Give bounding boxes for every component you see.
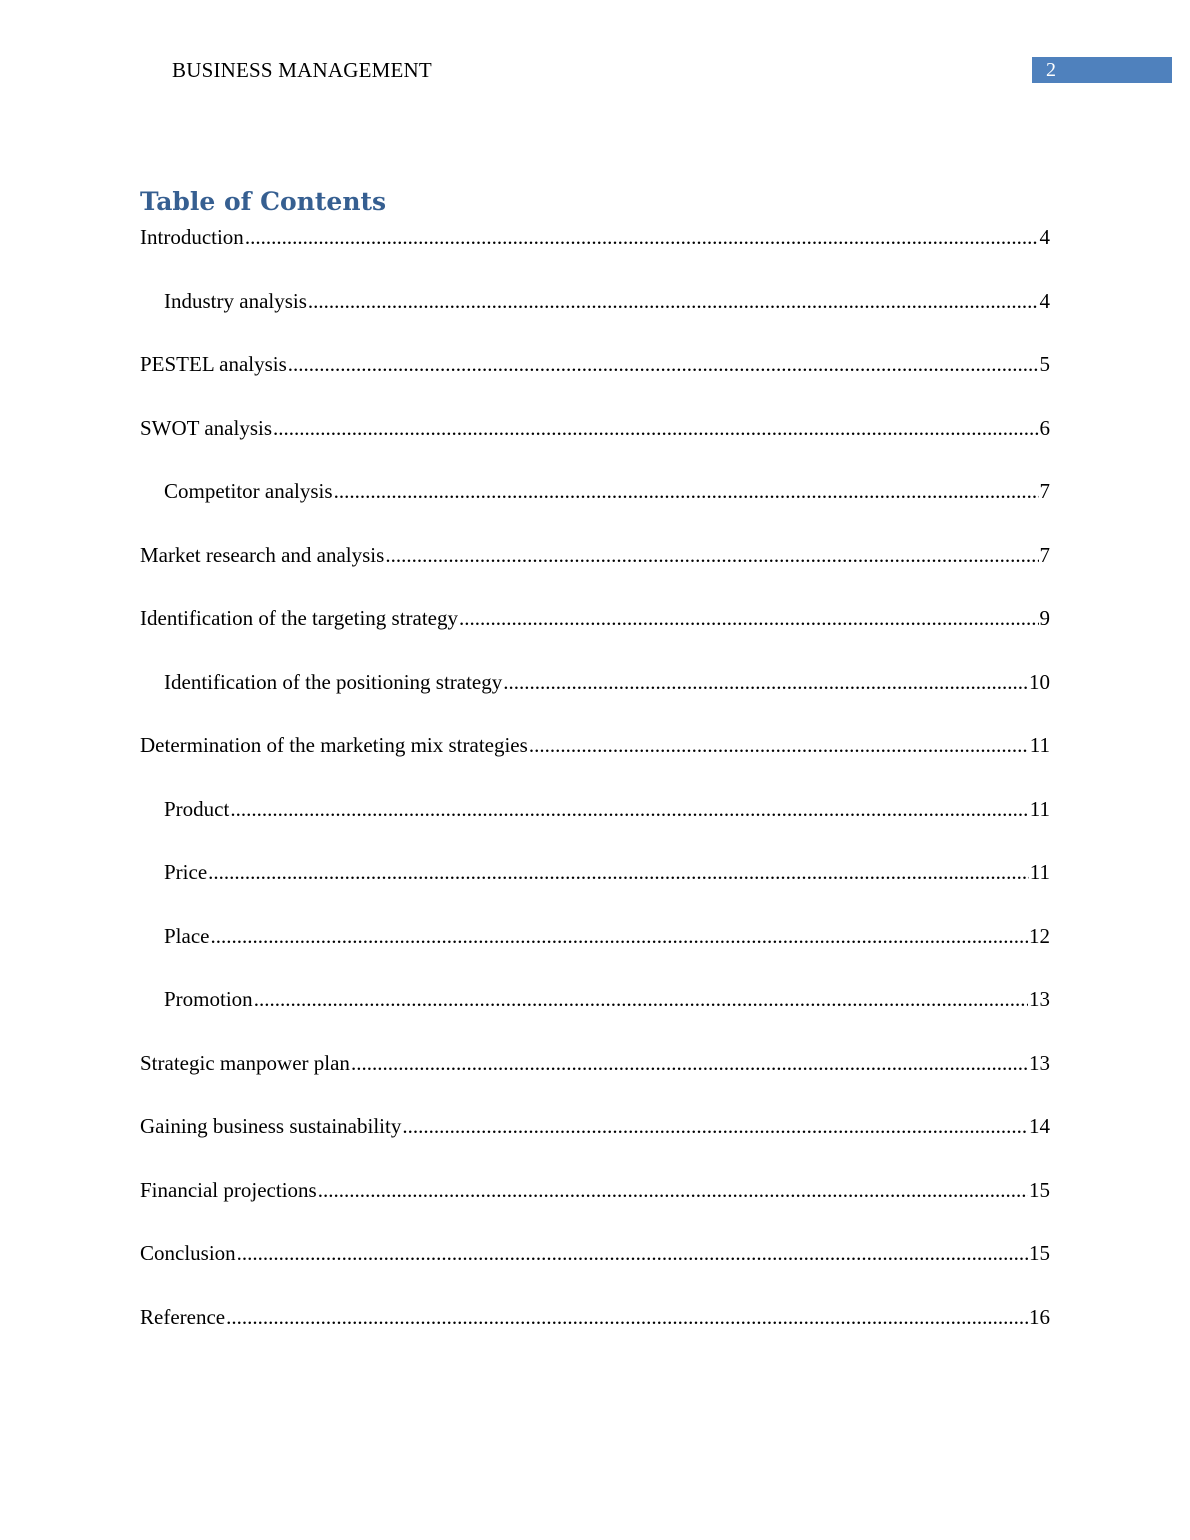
toc-entry-title: Gaining business sustainability — [140, 1114, 402, 1138]
dot-leader — [254, 986, 1028, 1012]
toc-entry-title: Reference — [140, 1304, 226, 1329]
toc-entry-promotion[interactable] — [140, 986, 1050, 1050]
toc-entry-page: 7 — [1039, 542, 1050, 567]
toc-entry-title: Determination of the marketing mix strategies — [140, 733, 528, 757]
toc-entry-financial-projections[interactable] — [140, 1177, 1050, 1241]
toc-heading: Table of Contents — [140, 187, 387, 216]
toc-entry-page: 4 — [1039, 225, 1050, 249]
toc-entry-title: Identification of the positioning strategy — [164, 669, 503, 694]
toc-entry-title: Place — [164, 923, 210, 948]
toc-entry-positioning-strategy[interactable] — [140, 669, 1050, 733]
toc-entry-page: 11 — [1029, 796, 1050, 821]
dot-leader — [208, 859, 1029, 885]
dot-leader — [385, 542, 1038, 568]
page-number-badge — [1032, 57, 1172, 83]
toc-entry-title: SWOT analysis — [140, 415, 273, 440]
toc-entry-title: Identification of the targeting strategy — [140, 606, 459, 630]
toc-entry-page: 6 — [1039, 415, 1050, 440]
dot-leader — [245, 224, 1039, 250]
dot-leader — [503, 669, 1028, 695]
dot-leader — [308, 288, 1039, 314]
running-header-title: BUSINESS MANAGEMENT — [172, 58, 432, 82]
dot-leader — [318, 1177, 1028, 1203]
toc-entry-page: 13 — [1029, 1050, 1050, 1075]
toc-entry-page: 4 — [1039, 288, 1050, 313]
dot-leader — [459, 605, 1038, 631]
toc-entry-page: 12 — [1029, 923, 1050, 948]
toc-entry-title: Competitor analysis — [164, 479, 333, 503]
dot-leader — [210, 923, 1028, 949]
dot-leader — [237, 1240, 1028, 1266]
toc-entry-page: 9 — [1039, 606, 1050, 630]
toc-entry-market-research[interactable] — [140, 542, 1050, 606]
toc-entry-page: 7 — [1039, 479, 1050, 503]
dot-leader — [351, 1050, 1028, 1076]
toc-entry-introduction[interactable] — [140, 224, 1050, 288]
toc-entry-competitor-analysis[interactable] — [140, 478, 1050, 542]
dot-leader — [402, 1113, 1028, 1139]
toc-entry-page: 16 — [1029, 1304, 1050, 1329]
dot-leader — [273, 415, 1038, 441]
toc-list — [140, 224, 1050, 1367]
toc-entry-title: Market research and analysis — [140, 542, 385, 567]
toc-entry-page: 15 — [1029, 1177, 1050, 1202]
toc-entry-page: 11 — [1029, 860, 1050, 884]
toc-entry-title: Product — [164, 796, 230, 821]
toc-entry-page: 14 — [1029, 1114, 1050, 1138]
toc-entry-marketing-mix[interactable] — [140, 732, 1050, 796]
dot-leader — [334, 478, 1039, 504]
dot-leader — [226, 1304, 1028, 1330]
toc-entry-swot-analysis[interactable] — [140, 415, 1050, 479]
toc-entry-title: Introduction — [140, 225, 244, 249]
toc-entry-title: Conclusion — [140, 1241, 236, 1265]
toc-entry-title: Financial projections — [140, 1177, 317, 1202]
toc-entry-place[interactable] — [140, 923, 1050, 987]
dot-leader — [288, 351, 1039, 377]
toc-entry-product[interactable] — [140, 796, 1050, 860]
toc-entry-page: 10 — [1029, 669, 1050, 694]
toc-entry-conclusion[interactable] — [140, 1240, 1050, 1304]
toc-entry-page: 11 — [1029, 733, 1050, 757]
toc-entry-targeting-strategy[interactable] — [140, 605, 1050, 669]
toc-entry-reference[interactable] — [140, 1304, 1050, 1368]
toc-entry-manpower-plan[interactable] — [140, 1050, 1050, 1114]
toc-entry-pestel-analysis[interactable] — [140, 351, 1050, 415]
toc-entry-page: 15 — [1029, 1241, 1050, 1265]
toc-entry-title: Strategic manpower plan — [140, 1050, 350, 1075]
toc-entry-price[interactable] — [140, 859, 1050, 923]
toc-entry-title: Price — [164, 860, 208, 884]
toc-entry-page: 13 — [1029, 987, 1050, 1011]
toc-entry-title: PESTEL analysis — [140, 352, 287, 376]
toc-entry-title: Promotion — [164, 987, 253, 1011]
dot-leader — [230, 796, 1028, 822]
page-number: 2 — [1046, 59, 1056, 81]
toc-entry-page: 5 — [1039, 352, 1050, 376]
toc-entry-title: Industry analysis — [164, 288, 307, 313]
toc-entry-industry-analysis[interactable] — [140, 288, 1050, 352]
dot-leader — [529, 732, 1029, 758]
toc-entry-sustainability[interactable] — [140, 1113, 1050, 1177]
